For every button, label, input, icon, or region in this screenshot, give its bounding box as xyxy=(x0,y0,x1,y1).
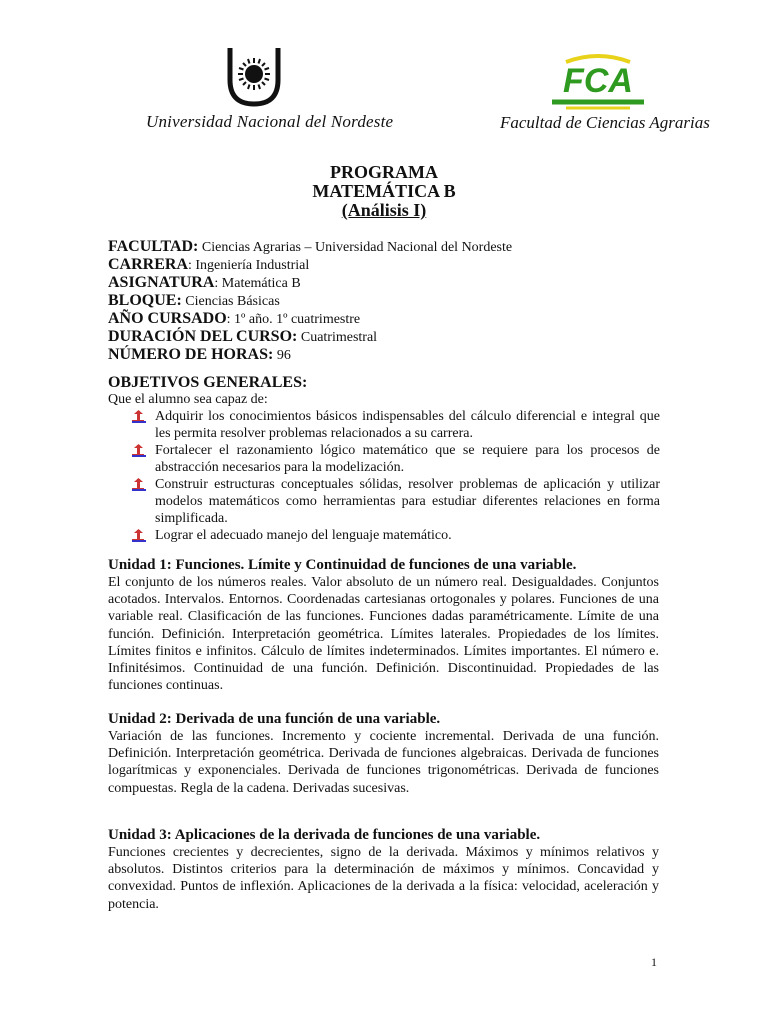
info-row-facultad: FACULTAD: Ciencias Agrarias – Universidad Nacional del Nordeste xyxy=(108,238,513,255)
unit-1-section xyxy=(108,557,659,694)
page-number: 1 xyxy=(651,955,657,969)
unit-1-heading: Unidad 1: Funciones. Límite y Continuidad de funciones de una variable. xyxy=(108,557,577,573)
info-row-asignatura: ASIGNATURA: Matemática B xyxy=(108,274,301,291)
info-row-ano-cursado: AÑO CURSADO: 1º año. 1º cuatrimestre xyxy=(108,310,361,327)
unit-2-heading: Unidad 2: Derivada de una función de una variable. xyxy=(108,711,441,727)
course-info xyxy=(108,238,512,364)
info-row-carrera: CARRERA: Ingeniería Industrial xyxy=(108,256,310,273)
list-item: Adquirir los conocimientos básicos indispensables del cálculo diferencial e integral que les permita resolver problemas relacionados a su carrera. xyxy=(108,408,660,442)
title-line-3: (Análisis I) xyxy=(341,200,427,220)
arrow-bullet-icon xyxy=(132,410,146,424)
list-item: Fortalecer el razonamiento lógico matemático que se requiere para los procesos de abstracción necesarios para la modelización. xyxy=(108,442,660,476)
fca-logo-text: FCA xyxy=(563,62,633,100)
unit-3-section xyxy=(108,827,659,913)
info-row-horas: NÚMERO DE HORAS: 96 xyxy=(108,346,291,363)
university-name: Universidad Nacional del Nordeste xyxy=(146,112,394,131)
list-item: Lograr el adecuado manejo del lenguaje matemático. xyxy=(108,527,660,544)
unne-logo-icon xyxy=(226,46,282,108)
unit-2-body: Variación de las funciones. Incremento y cociente incremental. Derivada de una función. Definición. Interpretación geométrica. Derivada de funciones algebraicas. Derivada de funciones logarítmicas y exponenciales. Derivada de funciones trigonométricas. Derivada de funciones compuestas. Regla de la cadena. Derivadas sucesivas. xyxy=(108,729,659,796)
faculty-name: Facultad de Ciencias Agrarias xyxy=(500,113,710,132)
info-row-duracion: DURACIÓN DEL CURSO: Cuatrimestral xyxy=(108,328,378,345)
unit-3-body: Funciones crecientes y decrecientes, signo de la derivada. Máximos y mínimos relativos y absolutos. Distintos criterios para la determinación de máximos y mínimos. Concavidad y convexidad. Puntos de inflexión. Aplicaciones de la derivada a la física: velocidad, aceleración y potencia. xyxy=(108,845,659,912)
title-line-1: PROGRAMA xyxy=(330,162,438,182)
objectives-intro: Que el alumno sea capaz de: xyxy=(108,392,268,407)
arrow-bullet-icon xyxy=(132,478,146,492)
info-row-bloque: BLOQUE: Ciencias Básicas xyxy=(108,292,280,309)
list-item: Construir estructuras conceptuales sólidas, resolver problemas de aplicación y utilizar modelos matemáticos como herramientas para estudiar diferentes relaciones en forma simplificada. xyxy=(108,476,660,527)
document-title xyxy=(0,163,768,220)
objectives-heading: OBJETIVOS GENERALES: xyxy=(108,374,308,391)
objectives-list xyxy=(108,408,660,544)
objectives-section xyxy=(108,374,660,544)
title-line-2: MATEMÁTICA B xyxy=(312,181,456,201)
arrow-bullet-icon xyxy=(132,529,146,543)
unit-1-body: El conjunto de los números reales. Valor absoluto de un número real. Desigualdades. Conjuntos acotados. Intervalos. Entornos. Coordenadas cartesianas ortogonales y polares. Funciones de una variable real. Clasificación de las funciones. Funciones dadas paramétricamente. Límite de una función. Definición. Interpretación geométrica. Límites laterales. Propiedades de los límites. Límites finitos e infinitos. Cálculo de límites indeterminados. Límites importantes. El número e. Infinitésimos. Continuidad de una función. Definición. Discontinuidad. Propiedades de las funciones continuas. xyxy=(108,575,659,694)
unit-2-section xyxy=(108,711,659,797)
fca-logo-icon xyxy=(546,52,650,110)
unit-3-heading: Unidad 3: Aplicaciones de la derivada de funciones de una variable. xyxy=(108,827,541,843)
arrow-bullet-icon xyxy=(132,444,146,458)
